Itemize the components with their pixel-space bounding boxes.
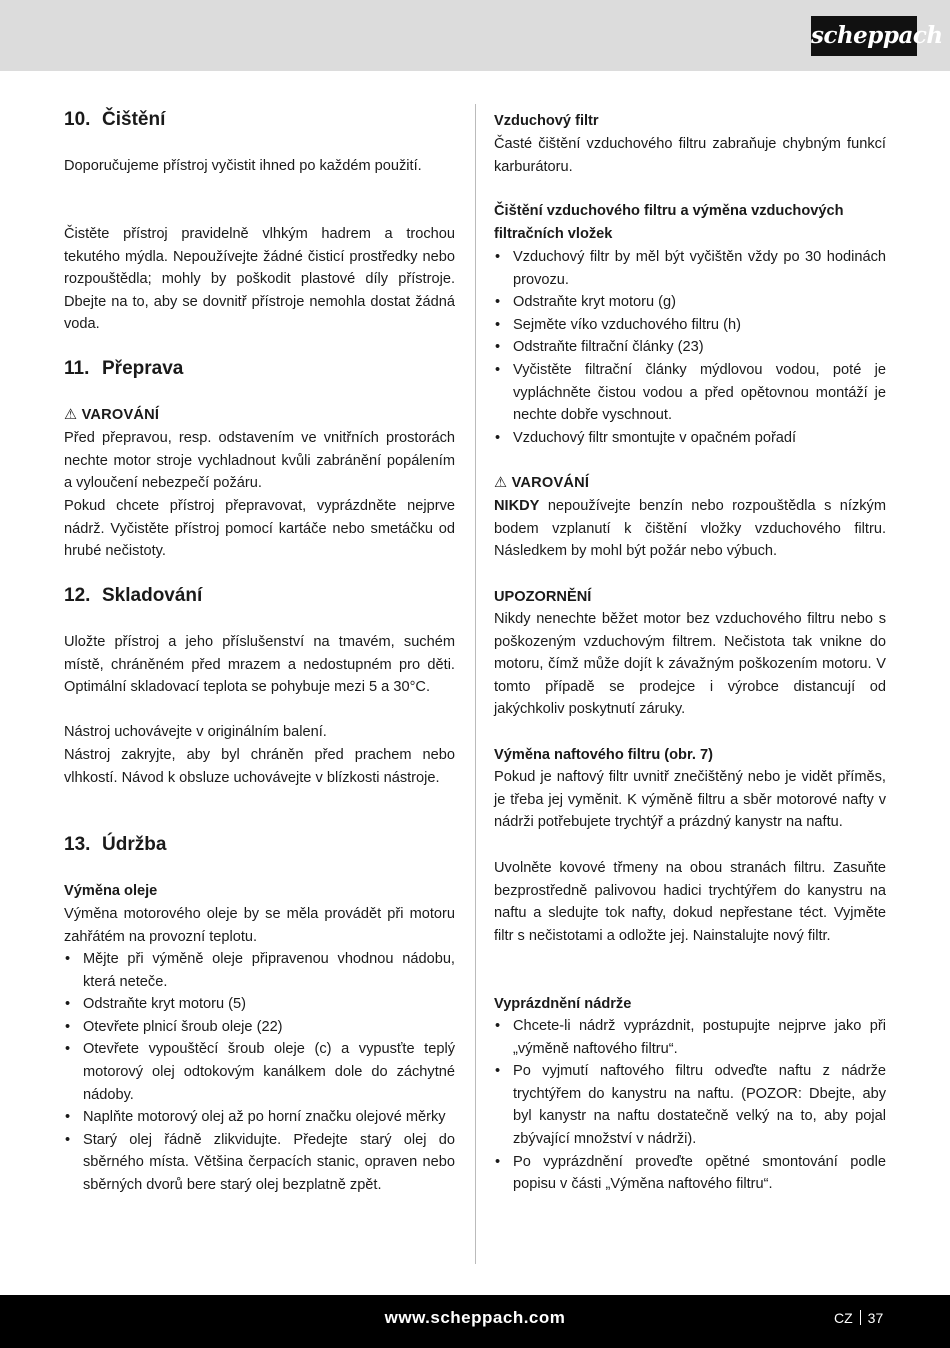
list-item: • Chcete-li nádrž vyprázdnit, postupujte nejprve jako při „výměně naftového filtru“. [494,1015,886,1060]
paragraph: Nikdy nenechte běžet motor bez vzduchového filtru nebo s poškozeným vzduchovým filtrem. Nečistota tak vnikne do motoru, čímž může dojít k závažným poškozením motoru. V tomto případě se prodejce i výrobce distancují od jakýchkoliv poskytnutí záruky. [494,611,886,718]
warning-heading: ⚠ VAROVÁNÍ [64,407,160,423]
list-item: • Vzduchový filtr smontujte v opačném pořadí [494,427,886,450]
list-item: • Otevřete vypouštěcí šroub oleje (c) a vypusťte teplý motorový olej odtokovým kanálkem dole do záchytné nádoby. [64,1038,455,1106]
subheading-tank-draining: Vyprázdnění nádrže [494,996,632,1012]
language-code: CZ [834,1310,853,1326]
subheading-oil-change: Výměna oleje [64,883,158,899]
brand-logo: scheppach [811,16,917,56]
list-item: • Odstraňte filtrační články (23) [494,336,886,359]
list-item: • Sejměte víko vzduchového filtru (h) [494,314,886,337]
air-filter-steps [494,246,886,449]
subheading-air-filter: Vzduchový filtr [494,113,599,129]
page-header [0,0,950,71]
paragraph: Výměna motorového oleje by se měla provádět při motoru zahřátém na provozní teplotu. [64,906,455,945]
page-footer [0,1295,950,1348]
section-title-maintenance: 13. Údržba [64,834,167,855]
notice-heading: UPOZORNĚNÍ [494,589,592,605]
column-divider [475,104,476,1264]
list-item: • Starý olej řádně zlikvidujte. Předejte starý olej do sběrného místa. Většina čerpacích stanic, opraven nebo sběrných dvorů bere starý olej bezplatně zpět. [64,1129,455,1197]
section-title-cleaning: 10. Čištění [64,109,166,130]
list-item: • Odstraňte kryt motoru (5) [64,993,455,1016]
warning-heading: ⚠ VAROVÁNÍ [494,475,590,491]
warning-icon: ⚠ [64,407,78,423]
page-number-value: 37 [867,1310,884,1326]
warning-icon: ⚠ [494,475,508,491]
list-item: • Vyčistěte filtrační články mýdlovou vodou, poté je vypláchněte čistou vodou a před opětovnou montáží je nechte dobře vyschnout. [494,359,886,427]
paragraph: Uvolněte kovové třmeny na obou stranách filtru. Zasuňte bezprostředně palivovou hadici trychtýřem do kanystru na naftu a sledujte tok nafty, dokud nepřestane téct. Vyjměte filtr s nečistotami a odložte jej. Nainstalujte nový filtr. [494,860,886,944]
footer-website-link[interactable]: www.scheppach.com [384,1308,566,1327]
paragraph: Nástroj uchovávejte v originálním balení. [64,724,327,740]
subheading-fuel-filter: Výměna naftového filtru (obr. 7) [494,747,713,763]
list-item: • Po vyjmutí naftového filtru odveďte naftu z nádrže trychtýřem do kanystru na naftu. (POZOR: Dbejte, aby byl kanystr na naftu dostatečně velký na to, aby pojal zbývající množství v nádrži). [494,1060,886,1150]
page-number [834,1310,883,1326]
paragraph: Doporučujeme přístroj vyčistit ihned po každém použití. [64,158,422,174]
list-item: • Po vyprázdnění proveďte opětné smontování podle popisu v části „Výměna naftového filtru“. [494,1151,886,1196]
oil-change-steps [64,948,455,1197]
subheading-air-filter-cleaning: Čištění vzduchového filtru a výměna vzduchových filtračních vložek [494,203,844,242]
paragraph: Časté čištění vzduchového filtru zabraňuje chybným funkcí karburátoru. [494,136,886,175]
paragraph: Čistěte přístroj pravidelně vlhkým hadrem a trochou tekutého mýdla. Nepoužívejte žádné čisticí prostředky nebo rozpouštědla; mohly by poškodit plastové díly přístroje. Dbejte na to, aby se dovnitř přístroje nemohla dostat žádná voda. [64,226,455,333]
warning-paragraph: NIKDY nepoužívejte benzín nebo rozpouštědla s nízkým bodem vzplanutí k čištění vložky vzduchového filtru. Následkem by mohl být požár nebo výbuch. [494,498,886,560]
tank-draining-steps [494,1015,886,1196]
paragraph: Nástroj zakryjte, aby byl chráněn před prachem nebo vlhkostí. Návod k obsluze uchovávejte v blízkosti nástroje. [64,747,455,786]
section-title-storage: 12. Skladování [64,585,203,606]
list-item: • Mějte při výměně oleje připravenou vhodnou nádobu, která neteče. [64,948,455,993]
list-item: • Vzduchový filtr by měl být vyčištěn vždy po 30 hodinách provozu. [494,246,886,291]
separator [860,1310,861,1325]
list-item: • Otevřete plnicí šroub oleje (22) [64,1016,455,1039]
paragraph: Pokud chcete přístroj přepravovat, vyprázdněte nejprve nádrž. Vyčistěte přístroj pomocí kartáče nebo smetáčku od hrubé nečistoty. [64,498,455,560]
section-title-transport: 11. Přeprava [64,358,184,379]
paragraph: Pokud je naftový filtr uvnitř znečištěný nebo je vidět příměs, je třeba jej vyměnit. K výměně filtru a sběr motorové nafty v nádrži potřebujete trychtýř a prázdný kanystr na naftu. [494,769,886,831]
paragraph: Uložte přístroj a jeho příslušenství na tmavém, suchém místě, chráněném před mrazem a nedostupném pro děti. Optimální skladovací teplota se pohybuje mezi 5 a 30°C. [64,634,455,696]
list-item: • Naplňte motorový olej až po horní značku olejové měrky [64,1106,455,1129]
paragraph: Před přepravou, resp. odstavením ve vnitřních prostorách nechte motor stroje vychladnout kvůli zabránění popálením a vyloučení nebezpečí požáru. [64,430,455,492]
list-item: • Odstraňte kryt motoru (g) [494,291,886,314]
